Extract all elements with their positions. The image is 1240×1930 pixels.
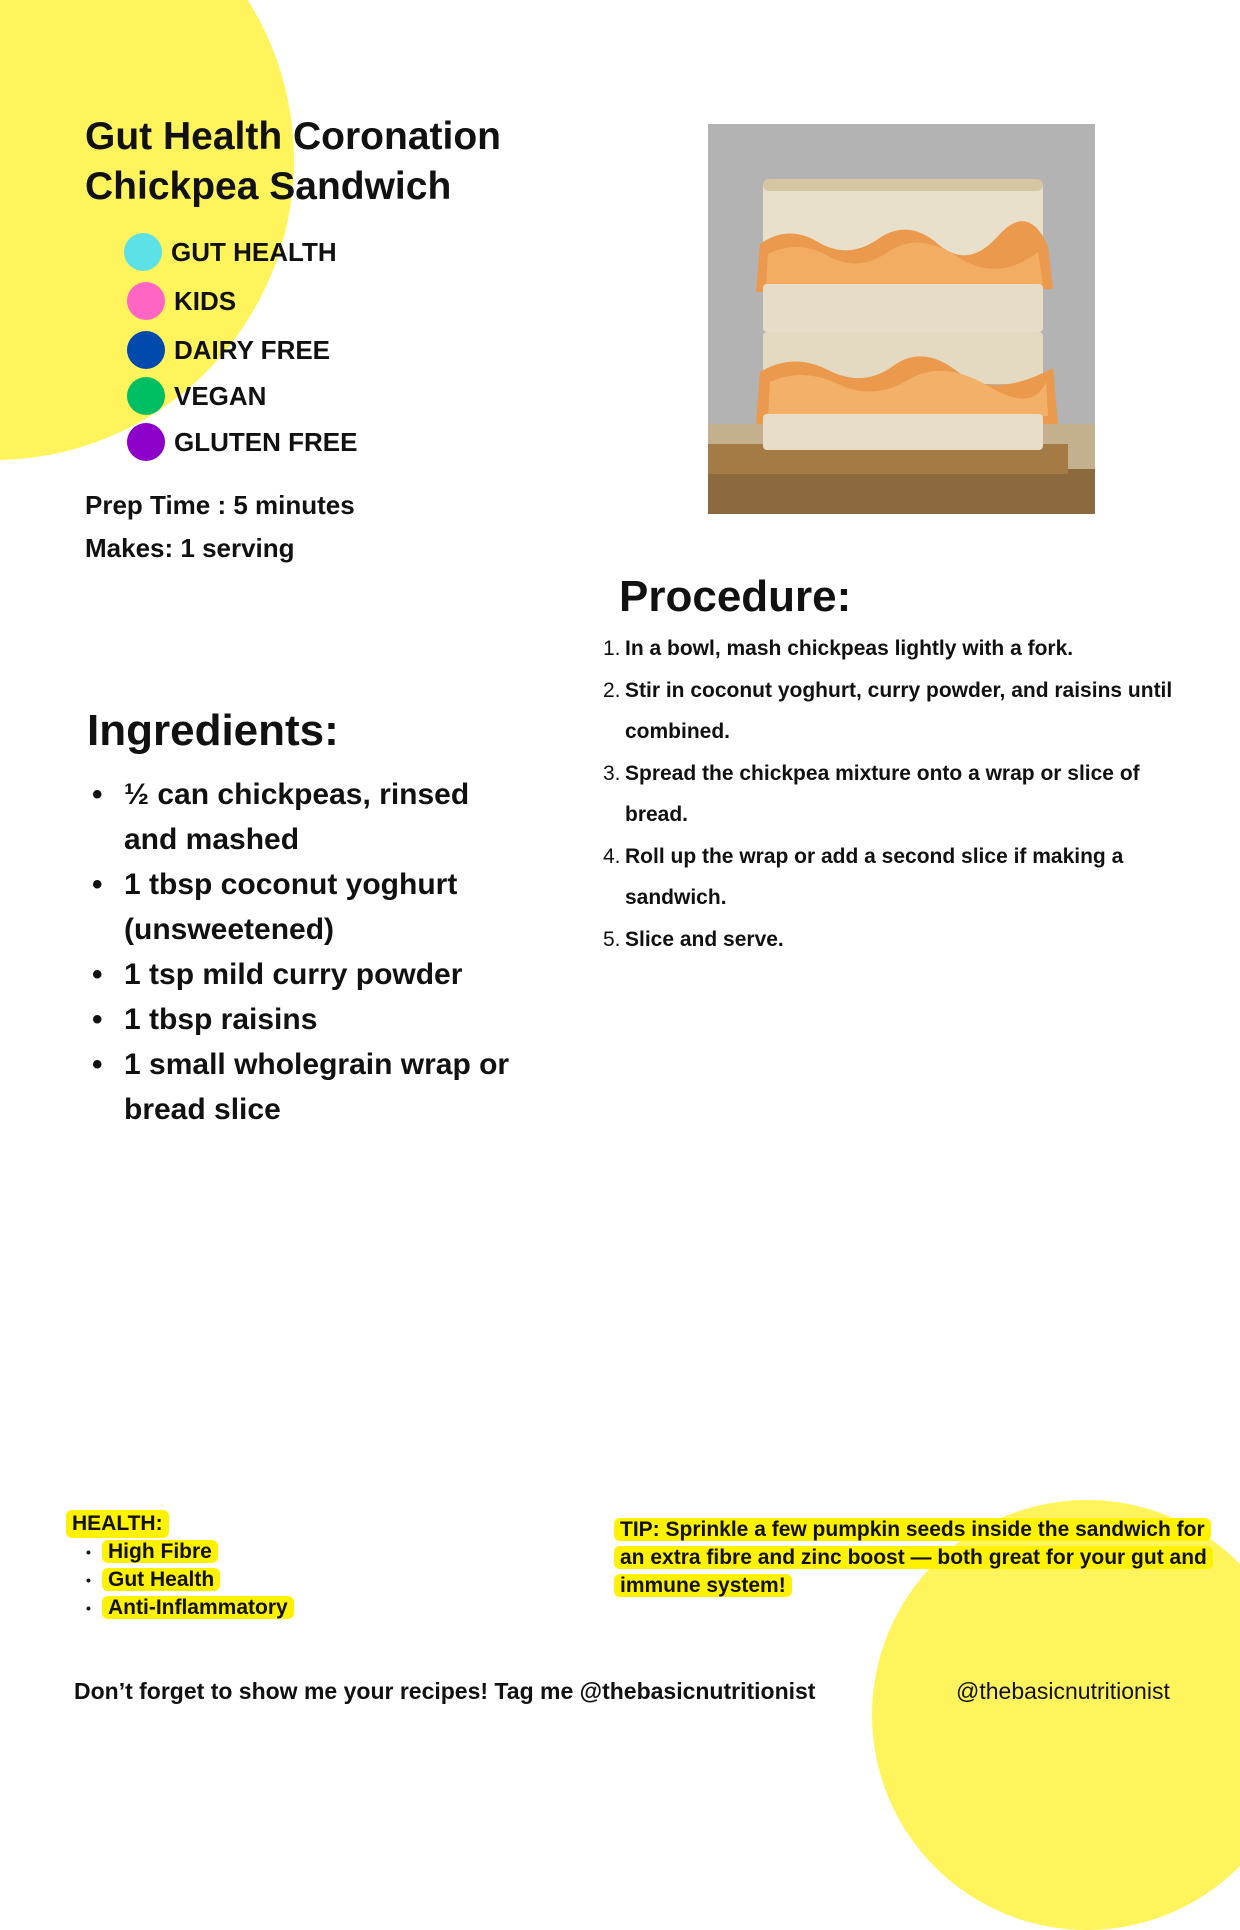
diet-tag-label: DAIRY FREE (174, 334, 331, 365)
procedure-step (603, 628, 1208, 669)
diet-tag-gut-health (124, 230, 337, 274)
step-number: 3. (603, 762, 621, 785)
step-number: 2. (603, 679, 621, 702)
health-benefits-list (66, 1538, 294, 1622)
diet-tag-label: VEGAN (174, 380, 267, 411)
green-dot-icon (127, 377, 165, 415)
health-benefit-label: Gut Health (102, 1568, 220, 1591)
recipe-meta (85, 484, 355, 570)
procedure-steps-list (603, 628, 1208, 961)
health-benefit-label: High Fibre (102, 1540, 218, 1563)
step-text: Roll up the wrap or add a second slice if making a sandwich. (625, 845, 1124, 909)
procedure-heading: Procedure: (619, 572, 852, 621)
sandwich-photo (708, 124, 1095, 514)
health-benefit-item (86, 1538, 294, 1566)
procedure-step (603, 836, 1208, 918)
social-handle: @thebasicnutritionist (956, 1678, 1170, 1704)
pink-dot-icon (127, 282, 165, 320)
health-benefit-label: Anti-Inflammatory (102, 1596, 294, 1619)
footer-call-to-action: Don’t forget to show me your recipes! Tag me @thebasicnutritionist (74, 1678, 816, 1704)
step-number: 5. (603, 928, 621, 951)
diet-tag-gluten-free (127, 420, 357, 464)
diet-tag-label: KIDS (174, 285, 237, 316)
diet-tag-kids (127, 279, 236, 323)
diet-tag-label: GLUTEN FREE (174, 426, 358, 457)
health-benefit-item (86, 1594, 294, 1622)
diet-tag-label: GUT HEALTH (171, 236, 337, 267)
blue-dot-icon (127, 331, 165, 369)
sandwich-illustration (708, 124, 1095, 514)
ingredient-item: • ½ can chickpeas, rinsed and mashed (92, 772, 512, 862)
health-benefits-box (66, 1510, 294, 1622)
procedure-step (603, 670, 1208, 752)
diet-tag-dairy-free (127, 328, 330, 372)
health-benefit-item (86, 1566, 294, 1594)
ingredient-item: • 1 tbsp coconut yoghurt (unsweetened) (92, 862, 512, 952)
ingredient-item: • 1 small wholegrain wrap or bread slice (92, 1042, 512, 1132)
step-text: Spread the chickpea mixture onto a wrap or slice of bread. (625, 762, 1140, 826)
health-heading: HEALTH: (66, 1510, 169, 1538)
ingredient-item: • 1 tsp mild curry powder (92, 952, 512, 997)
tip-text: TIP: Sprinkle a few pumpkin seeds inside the sandwich for an extra fibre and zinc boost — both great for your gut and immune system! (614, 1518, 1213, 1597)
ingredients-heading: Ingredients: (87, 706, 339, 755)
cyan-dot-icon (124, 233, 162, 271)
ingredient-item: • 1 tbsp raisins (92, 997, 512, 1042)
step-number: 1. (603, 637, 621, 660)
step-text: Slice and serve. (625, 928, 784, 951)
prep-time: Prep Time : 5 minutes (85, 490, 355, 520)
diet-tag-vegan (127, 374, 266, 418)
purple-dot-icon (127, 423, 165, 461)
servings: Makes: 1 serving (85, 533, 295, 563)
tip-box (614, 1516, 1214, 1600)
ingredients-list (92, 772, 512, 1132)
step-number: 4. (603, 845, 621, 868)
step-text: Stir in coconut yoghurt, curry powder, and raisins until combined. (625, 679, 1173, 743)
step-text: In a bowl, mash chickpeas lightly with a fork. (625, 637, 1074, 660)
procedure-step (603, 753, 1208, 835)
recipe-title: Gut Health Coronation Chickpea Sandwich (85, 115, 501, 208)
procedure-step (603, 919, 1208, 960)
